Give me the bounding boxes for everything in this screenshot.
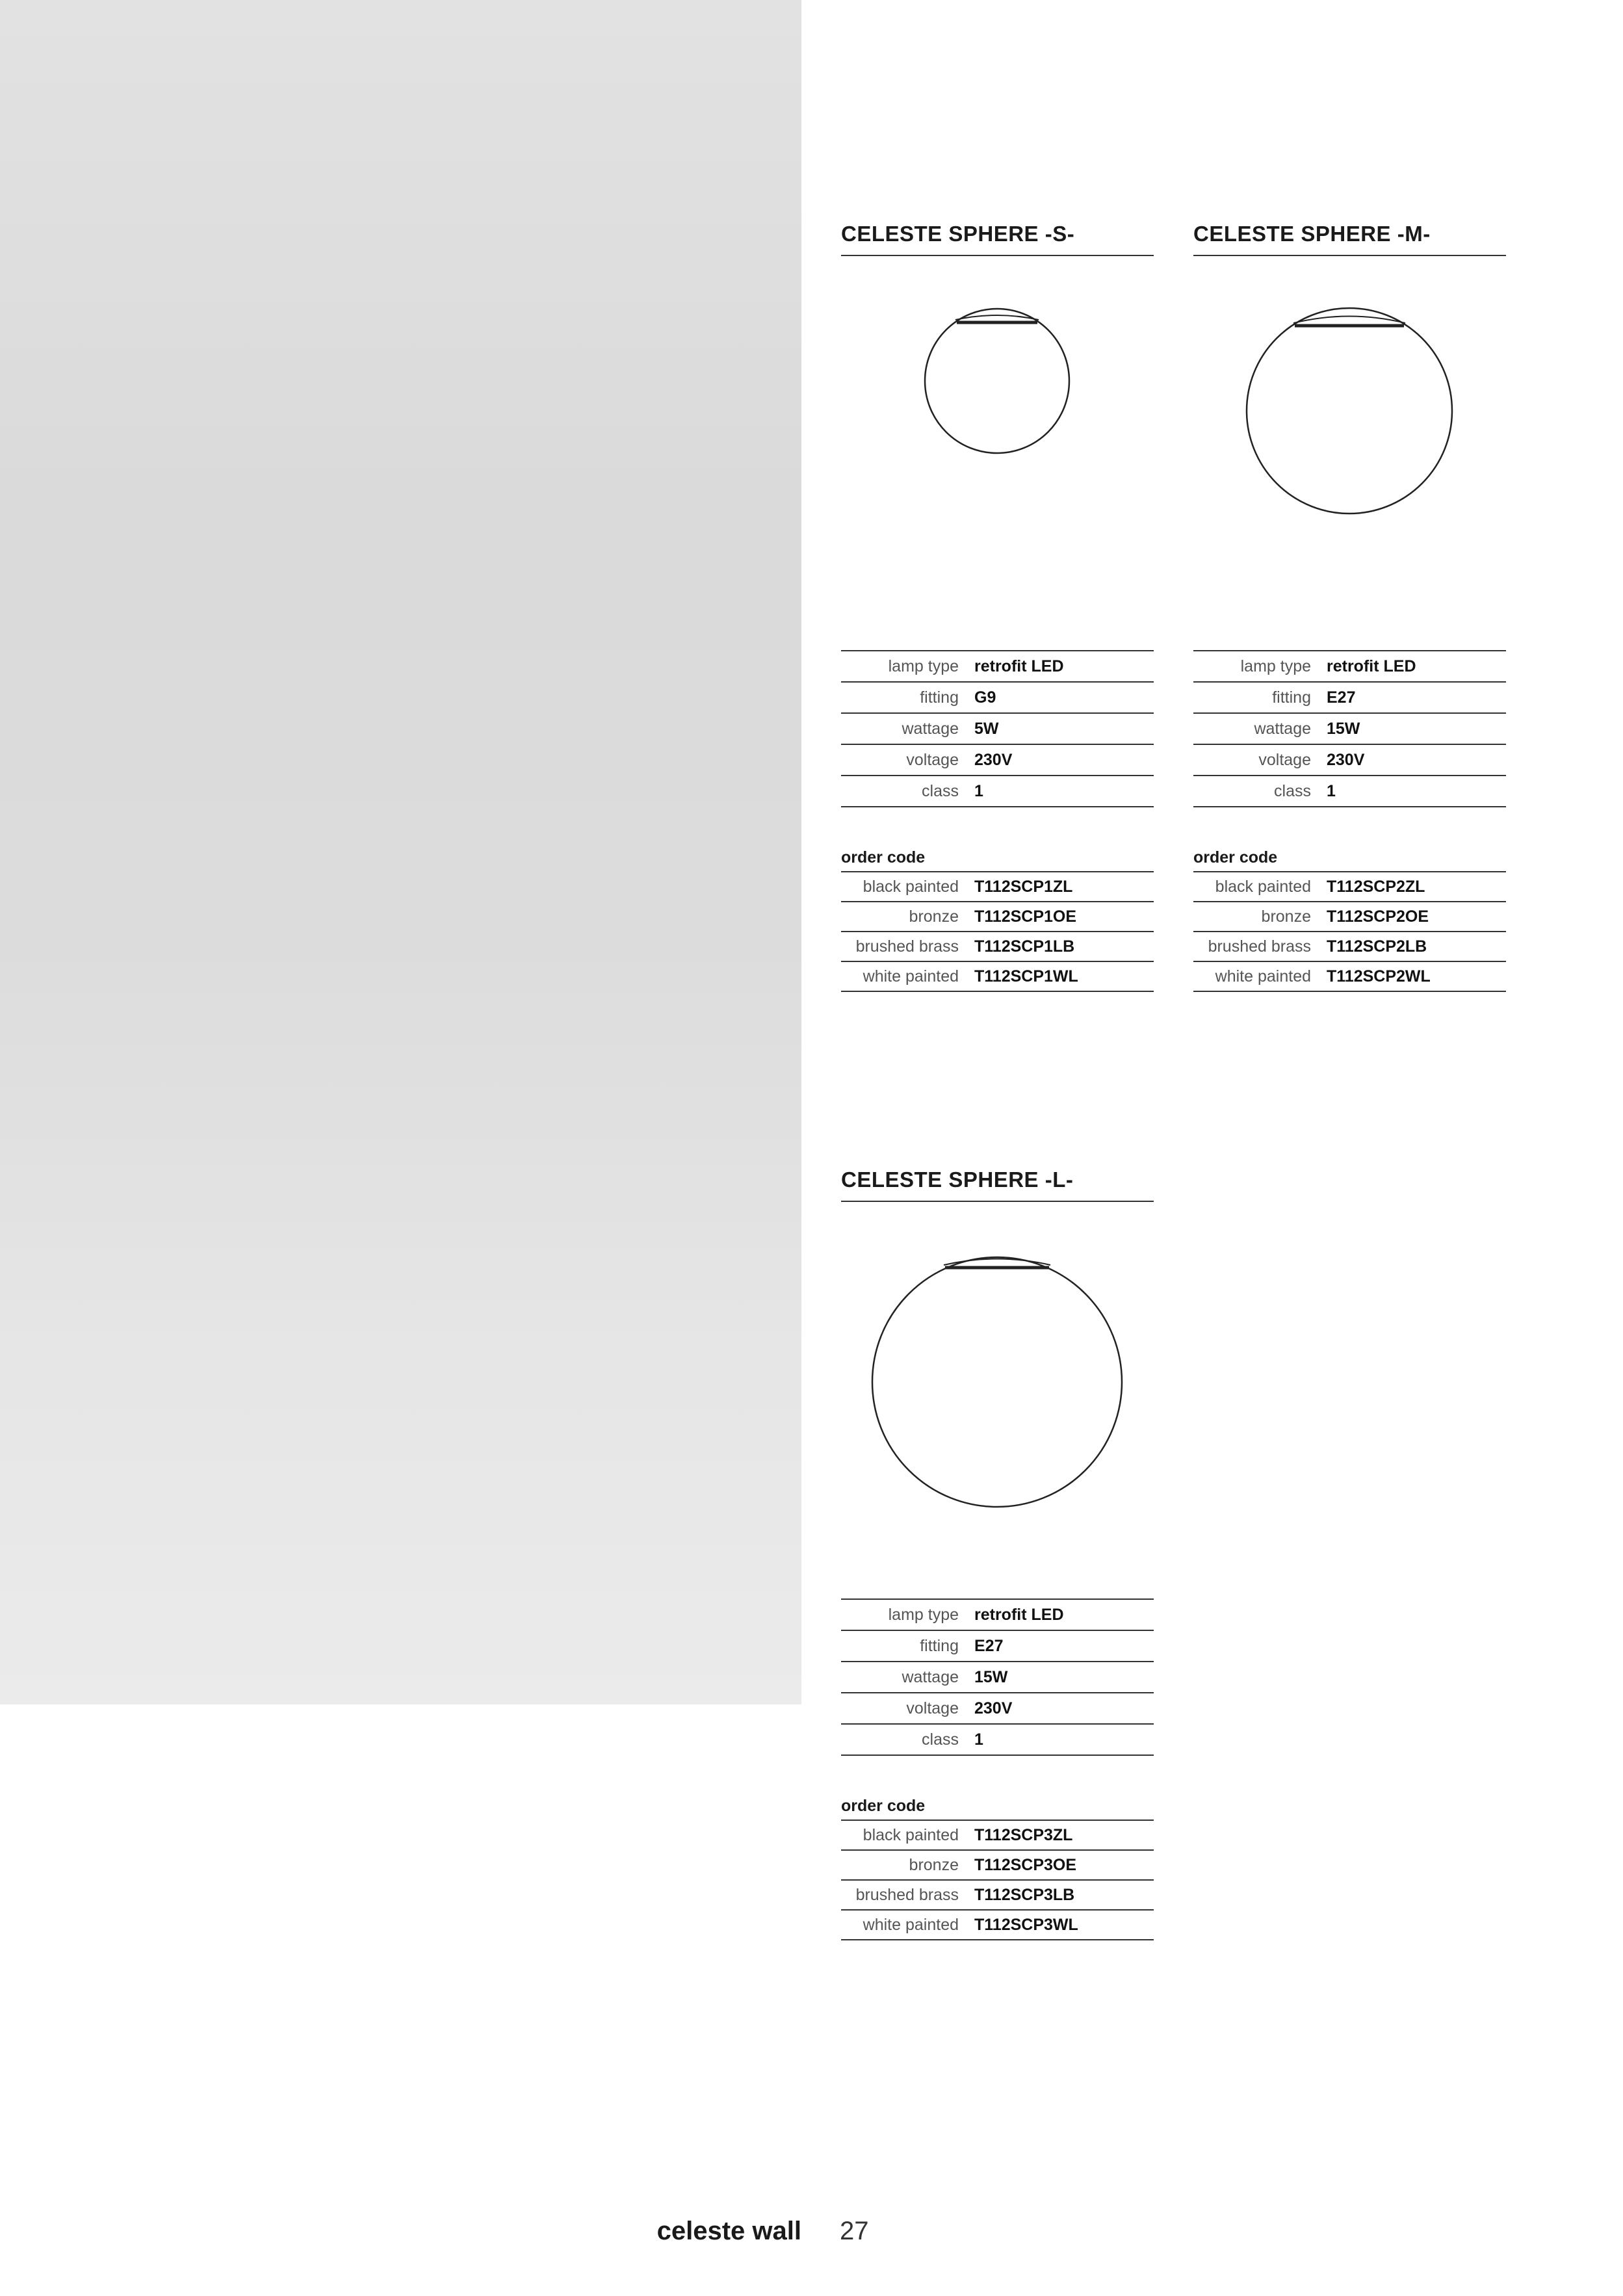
spec-row-fitting	[841, 683, 1154, 714]
order-code-value: T112SCP2OE	[1327, 907, 1429, 926]
product-title: CELESTE SPHERE -M-	[1193, 221, 1506, 256]
spec-row-wattage	[841, 1662, 1154, 1693]
spec-label: class	[922, 781, 959, 800]
product-photo-panel	[0, 0, 801, 1704]
footer-brand: celeste wall	[656, 2217, 801, 2245]
order-code-value: T112SCP1LB	[974, 937, 1075, 956]
spec-label: class	[1274, 781, 1311, 800]
spec-row-lamp-type	[841, 651, 1154, 683]
finish-label: black painted	[863, 877, 959, 896]
spec-row-lamp-type	[1193, 651, 1506, 683]
spec-label: lamp type	[888, 657, 959, 675]
finish-label: white painted	[863, 1915, 959, 1934]
finish-label: bronze	[909, 1855, 959, 1874]
spec-row-fitting	[1193, 683, 1506, 714]
spec-row-wattage	[841, 714, 1154, 745]
order-code-row	[1193, 872, 1506, 902]
spec-label: wattage	[902, 1667, 959, 1686]
finish-label: bronze	[909, 907, 959, 926]
finish-label: brushed brass	[1208, 937, 1311, 956]
sphere-medium-drawing	[1193, 299, 1506, 520]
spec-value: 1	[1327, 781, 1336, 800]
product-sphere-s	[841, 221, 1154, 985]
spec-label: fitting	[920, 1636, 959, 1655]
page-number: 27	[840, 2217, 869, 2245]
spec-table	[841, 650, 1154, 807]
order-code-row	[841, 1881, 1154, 1911]
order-code-heading: order code	[841, 1792, 1154, 1821]
spec-table	[841, 1598, 1154, 1756]
spec-row-voltage	[841, 1693, 1154, 1725]
spec-label: voltage	[906, 1699, 959, 1717]
order-code-value: T112SCP2LB	[1327, 937, 1427, 956]
order-code-value: T112SCP3OE	[974, 1855, 1077, 1874]
spec-row-voltage	[1193, 745, 1506, 776]
spec-value: E27	[974, 1636, 1004, 1655]
order-code-table	[841, 1792, 1154, 1940]
order-code-value: T112SCP2WL	[1327, 967, 1431, 985]
spec-label: wattage	[902, 719, 959, 738]
order-code-table	[841, 844, 1154, 992]
order-code-heading: order code	[1193, 844, 1506, 872]
spec-value: retrofit LED	[974, 657, 1064, 675]
order-code-value: T112SCP3WL	[974, 1915, 1078, 1934]
spec-label: lamp type	[1240, 657, 1311, 675]
order-code-row	[1193, 902, 1506, 932]
spec-label: wattage	[1254, 719, 1311, 738]
spec-table	[1193, 650, 1506, 807]
spec-label: lamp type	[888, 1605, 959, 1624]
page-footer	[0, 2217, 1623, 2256]
order-code-row	[1193, 932, 1506, 962]
order-code-row	[841, 1851, 1154, 1881]
order-code-table	[1193, 844, 1506, 992]
spec-row-lamp-type	[841, 1600, 1154, 1631]
spec-value: G9	[974, 688, 996, 707]
product-sphere-m	[1193, 221, 1506, 985]
spec-row-wattage	[1193, 714, 1506, 745]
spec-value: retrofit LED	[1327, 657, 1416, 675]
order-code-row	[841, 1911, 1154, 1940]
order-code-row	[841, 872, 1154, 902]
order-code-value: T112SCP1WL	[974, 967, 1078, 985]
spec-label: voltage	[906, 750, 959, 769]
spec-row-class	[841, 1725, 1154, 1756]
spec-value: 230V	[974, 750, 1013, 769]
order-code-value: T112SCP1OE	[974, 907, 1077, 926]
finish-label: black painted	[863, 1825, 959, 1844]
order-code-row	[841, 1821, 1154, 1851]
spec-value: 1	[974, 781, 983, 800]
product-title: CELESTE SPHERE -S-	[841, 221, 1154, 256]
order-code-value: T112SCP2ZL	[1327, 877, 1425, 896]
spec-value: 1	[974, 1730, 983, 1749]
spec-value: 5W	[974, 719, 999, 738]
spec-value: 15W	[974, 1667, 1008, 1686]
finish-label: white painted	[1215, 967, 1311, 985]
order-code-heading: order code	[841, 844, 1154, 872]
spec-row-fitting	[841, 1631, 1154, 1662]
spec-row-class	[841, 776, 1154, 807]
spec-row-class	[1193, 776, 1506, 807]
order-code-row	[1193, 962, 1506, 992]
finish-label: white painted	[863, 967, 959, 985]
spec-value: 230V	[974, 1699, 1013, 1717]
order-code-row	[841, 932, 1154, 962]
order-code-row	[841, 902, 1154, 932]
finish-label: black painted	[1215, 877, 1311, 896]
finish-label: bronze	[1261, 907, 1311, 926]
order-code-value: T112SCP3ZL	[974, 1825, 1073, 1844]
spec-label: fitting	[920, 688, 959, 707]
spec-value: 230V	[1327, 750, 1365, 769]
spec-value: 15W	[1327, 719, 1360, 738]
order-code-value: T112SCP3LB	[974, 1885, 1075, 1904]
product-sphere-l	[841, 1167, 1154, 1934]
order-code-row	[841, 962, 1154, 992]
finish-label: brushed brass	[855, 1885, 959, 1904]
finish-label: brushed brass	[855, 937, 959, 956]
spec-row-voltage	[841, 745, 1154, 776]
product-title: CELESTE SPHERE -L-	[841, 1167, 1154, 1202]
spec-value: retrofit LED	[974, 1605, 1064, 1624]
order-code-value: T112SCP1ZL	[974, 877, 1073, 896]
sphere-small-drawing	[841, 299, 1154, 455]
spec-label: fitting	[1272, 688, 1311, 707]
spec-label: voltage	[1258, 750, 1311, 769]
spec-label: class	[922, 1730, 959, 1749]
spec-value: E27	[1327, 688, 1356, 707]
sphere-large-drawing	[841, 1238, 1154, 1511]
